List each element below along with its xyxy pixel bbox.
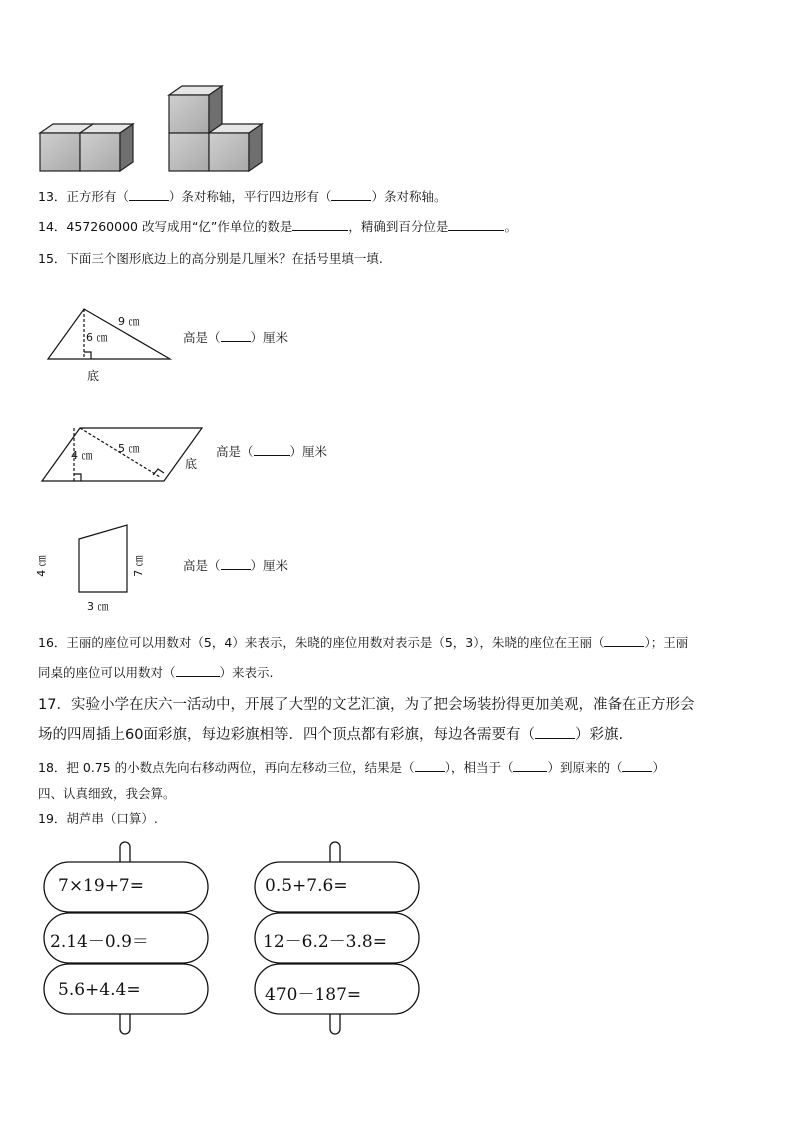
answer-blank[interactable] [292,218,348,231]
question-number: 17． [38,697,71,713]
question-16-line1: 16．王丽的座位可以用数对（5，4）来表示，朱晓的座位用数对表示是（5，3），朱晓的座位在王丽（ ）；王丽 [38,635,689,650]
answer-blank[interactable] [513,759,547,772]
question-18: 18．把 0.75 的小数点先向右移动两位，再向左移动三位，结果是（ ），相当于（ ）到原来的（ ） [38,760,665,775]
gourd-right-item-1: 0.5+7.6= [265,876,348,896]
question-number: 16． [38,635,67,650]
gourd-right-item-2: 12－6.2－3.8= [263,932,387,952]
question-16-line2: 同桌的座位可以用数对（ ）来表示. [38,665,274,680]
parallelogram-base-label: 底 [185,457,198,471]
triangle-answer: 高是（ ）厘米 [183,330,289,345]
triangle-side-label: 9 ㎝ [118,315,140,328]
question-19: 19．胡芦串（口算）. [38,811,158,826]
question-number: 13． [38,189,67,204]
answer-blank[interactable] [221,329,251,342]
question-number: 19． [38,811,67,826]
section-heading: 四、认真细致，我会算。 [38,786,176,801]
answer-blank[interactable] [331,188,371,201]
question-number: 14． [38,219,67,234]
gourd-left-item-1: 7×19+7= [58,876,144,896]
trapezoid-right-label: 7 ㎝ [131,555,145,577]
answer-blank[interactable] [221,557,251,570]
answer-blank[interactable] [604,634,644,647]
question-17-line2: 场的四周插上60面彩旗，每边彩旗相等．四个顶点都有彩旗，每边各需要有（ ）彩旗. [38,727,624,743]
question-13: 13．正方形有（ ）条对称轴，平行四边形有（ ）条对称轴。 [38,189,447,204]
trapezoid-left-label: 4 ㎝ [34,555,48,577]
triangle-height-label: 6 ㎝ [86,331,108,344]
question-number: 15． [38,251,67,266]
question-number: 18． [38,760,67,775]
answer-blank[interactable] [535,726,575,739]
answer-blank[interactable] [622,759,652,772]
answer-blank[interactable] [176,664,220,677]
parallelogram-height-label: 4 ㎝ [71,449,93,462]
gourd-right-item-3: 470－187= [265,985,362,1005]
answer-blank[interactable] [448,218,504,231]
trapezoid-figure [79,525,127,592]
question-17-line1: 17．实验小学在庆六一活动中，开展了大型的文艺汇演，为了把会场装扮得更加美观，准备在正方形会 [38,697,695,713]
answer-blank[interactable] [415,759,445,772]
triangle-base-label: 底 [87,369,100,383]
cube-group-right [169,86,262,171]
parallelogram-side-label: 5 ㎝ [118,442,140,455]
trapezoid-answer: 高是（ ）厘米 [183,558,289,573]
trapezoid-bottom-label: 3 ㎝ [87,600,109,613]
gourd-left-item-2: 2.14－0.9＝ [50,932,149,952]
answer-blank[interactable] [254,443,290,456]
parallelogram-answer: 高是（ ）厘米 [216,444,328,459]
triangle-figure [48,309,170,359]
answer-blank[interactable] [129,188,169,201]
question-15: 15．下面三个图形底边上的高分别是几厘米？在括号里填一填. [38,251,383,266]
question-17 [38,690,760,750]
cube-group-left [40,124,133,171]
question-14: 14．457260000 改写成用“亿”作单位的数是 ，精确到百分位是 。 [38,219,517,234]
gourd-left-item-3: 5.6+4.4= [58,980,141,1000]
